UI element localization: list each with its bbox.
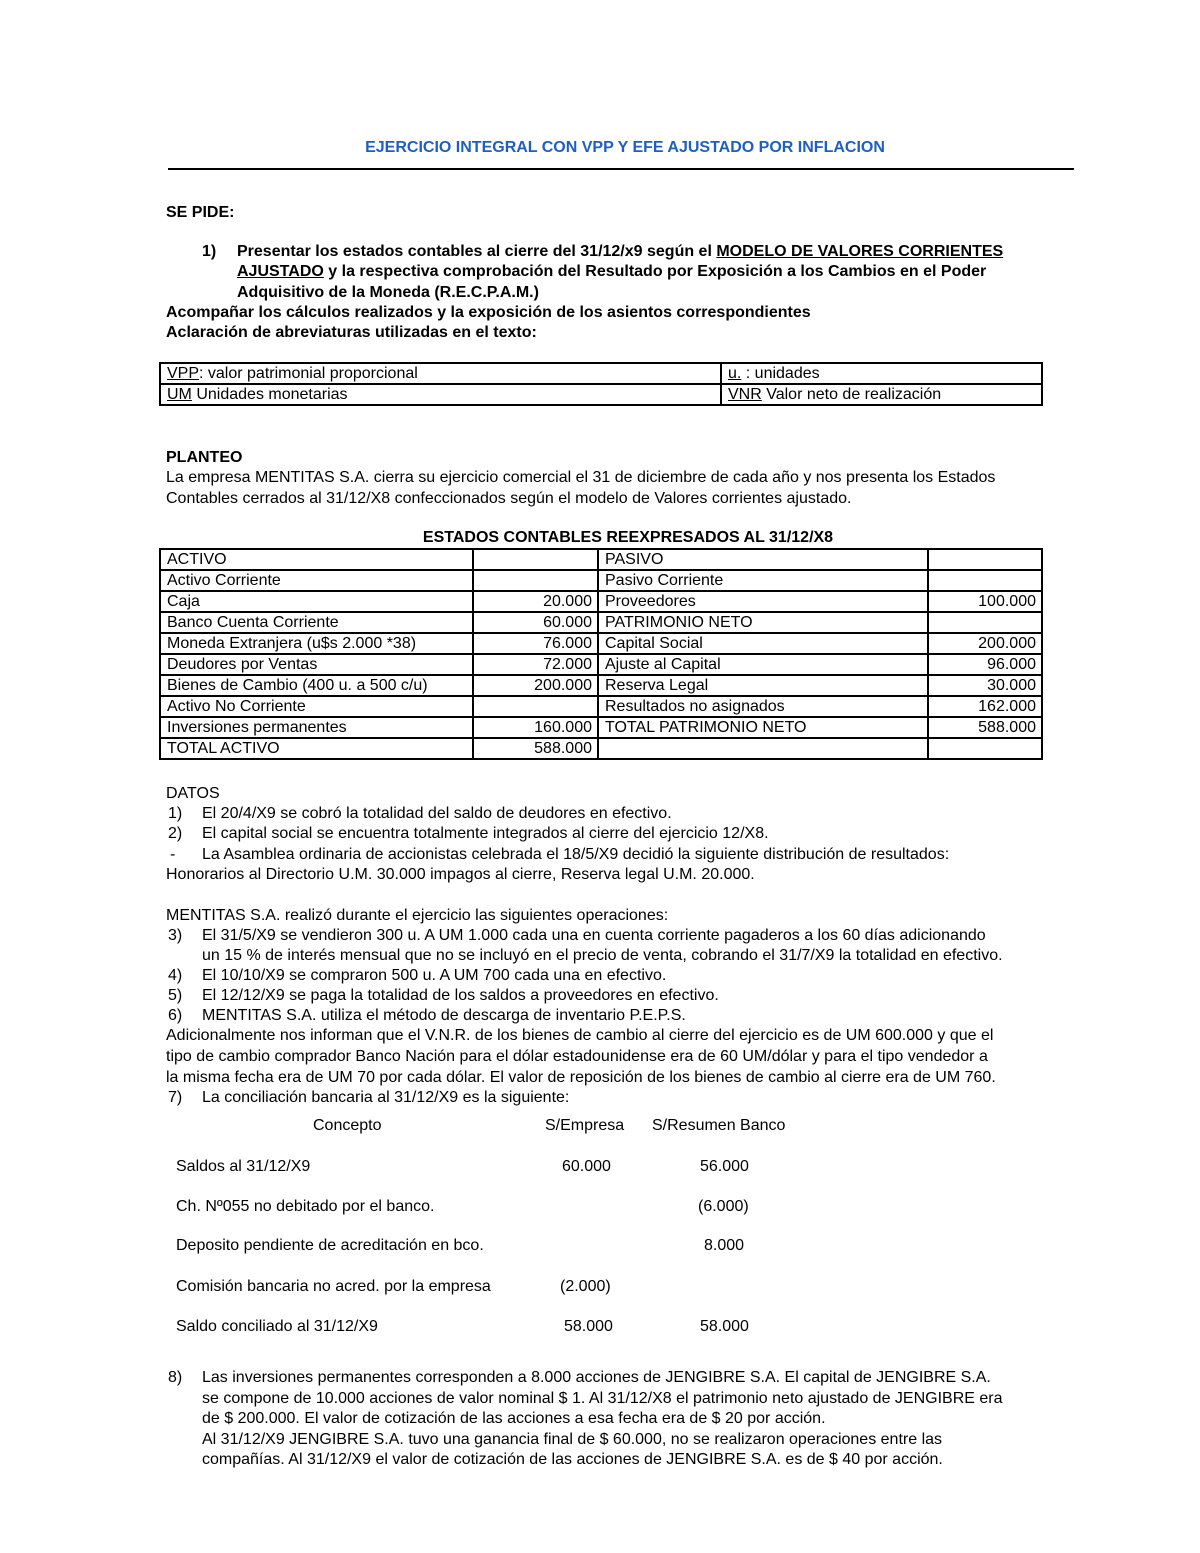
se-pide-item1-line1: Presentar los estados contables al cierre del 31/12/x9 según el MODELO DE VALORES CORRIENTES [237,243,1004,260]
account-name-cell: Resultados no asignados [598,696,928,717]
abbrev-cell: u. : unidades [721,363,1042,384]
table-row [160,717,1042,738]
item8-line3: de $ 200.000. El valor de cotización de las acciones a esa fecha era de $ 20 por acción. [202,1410,826,1427]
op3-line1: El 31/5/X9 se vendieron 300 u. A UM 1.000 cada una en cuenta corriente pagaderos a los 60 días adicionando [202,927,986,944]
item8-line4: Al 31/12/X9 JENGIBRE S.A. tuvo una ganancia final de $ 60.000, no se realizaron operaciones entre las [202,1431,943,1448]
balance-title: ESTADOS CONTABLES REEXPRESADOS AL 31/12/X8 [422,529,834,546]
amount-cell: 76.000 [473,633,598,654]
title-rule [168,168,1074,170]
recon-header-banco: S/Resumen Banco [652,1117,786,1134]
recon-header-empresa: S/Empresa [545,1117,625,1134]
op3-line2: un 15 % de interés mensual que no se incluyó en el precio de venta, cobrando el 31/7/X9 la totalidad en efectivo. [202,947,1003,964]
account-name-cell: PATRIMONIO NETO [598,612,928,633]
recon-concept: Ch. Nº055 no debitado por el banco. [176,1198,435,1215]
table-row [160,384,1042,405]
table-row [160,738,1042,759]
amount-cell [928,738,1042,759]
balance-sheet-table [159,548,1043,760]
datos-item-number: - [170,846,176,863]
se-pide-item1-number: 1) [202,243,217,260]
item8-line2: se compone de 10.000 acciones de valor nominal $ 1. Al 31/12/X8 el patrimonio neto ajustado de JENGIBRE era [202,1390,1003,1407]
adicional-line3: la misma fecha era de UM 70 por cada dólar. El valor de reposición de los bienes de cambio al cierre era de UM 760. [166,1069,996,1086]
table-row [160,696,1042,717]
datos-item-text: La Asamblea ordinaria de accionistas celebrada el 18/5/X9 decidió la siguiente distribución de resultados: [202,846,950,863]
abbrev-cell: UM Unidades monetarias [160,384,721,405]
item8-line1: Las inversiones permanentes corresponden a 8.000 acciones de JENGIBRE S.A. El capital de JENGIBRE S.A. [202,1369,991,1386]
amount-cell: 160.000 [473,717,598,738]
account-name-cell: Inversiones permanentes [160,717,473,738]
planteo-line2: Contables cerrados al 31/12/X8 confeccionados según el modelo de Valores corrientes ajustado. [166,490,852,507]
table-row [160,570,1042,591]
account-name-cell: Pasivo Corriente [598,570,928,591]
amount-cell: 162.000 [928,696,1042,717]
recon-empresa-value: (2.000) [560,1278,611,1295]
adicional-line1: Adicionalmente nos informan que el V.N.R. de los bienes de cambio al cierre del ejercicio es de UM 600.000 y que el [166,1027,994,1044]
amount-cell: 72.000 [473,654,598,675]
table-row [160,675,1042,696]
recon-banco-value: (6.000) [698,1198,749,1215]
amount-cell: 30.000 [928,675,1042,696]
op7-text: La conciliación bancaria al 31/12/X9 es la siguiente: [202,1089,570,1106]
abbrev-cell: VNR Valor neto de realización [721,384,1042,405]
amount-cell [473,549,598,570]
amount-cell: 588.000 [928,717,1042,738]
amount-cell: 20.000 [473,591,598,612]
table-row [160,363,1042,384]
amount-cell: 200.000 [928,633,1042,654]
op6-text: MENTITAS S.A. utiliza el método de descarga de inventario P.E.P.S. [202,1007,686,1024]
datos-heading: DATOS [166,785,220,802]
datos-item-text: El capital social se encuentra totalmente integrados al cierre del ejercicio 12/X8. [202,825,769,842]
recon-empresa-value: 60.000 [562,1158,611,1175]
op-number: 7) [168,1089,183,1106]
planteo-heading: PLANTEO [166,449,243,466]
account-name-cell: Caja [160,591,473,612]
ops-intro: MENTITAS S.A. realizó durante el ejercicio las siguientes operaciones: [166,907,669,924]
datos-item-number: 2) [168,825,183,842]
amount-cell [473,570,598,591]
datos-item-number: 1) [168,805,183,822]
account-name-cell: Proveedores [598,591,928,612]
table-row [160,612,1042,633]
account-name-cell: Ajuste al Capital [598,654,928,675]
recon-concept: Comisión bancaria no acred. por la empresa [176,1278,491,1295]
adicional-line2: tipo de cambio comprador Banco Nación para el dólar estadounidense era de 60 UM/dólar y para el tipo vendedor a [166,1048,988,1065]
account-name-cell: Activo Corriente [160,570,473,591]
amount-cell [928,570,1042,591]
se-pide-line2: Acompañar los cálculos realizados y la exposición de los asientos correspondientes [166,304,811,321]
item8-line5: compañías. Al 31/12/X9 el valor de cotización de las acciones de JENGIBRE S.A. es de $ 40 por acción. [202,1451,943,1468]
amount-cell: 96.000 [928,654,1042,675]
datos-honorarios: Honorarios al Directorio U.M. 30.000 impagos al cierre, Reserva legal U.M. 20.000. [166,866,755,883]
account-name-cell: Capital Social [598,633,928,654]
amount-cell: 588.000 [473,738,598,759]
amount-cell [473,696,598,717]
account-name-cell: Moneda Extranjera (u$s 2.000 *38) [160,633,473,654]
account-name-cell: Reserva Legal [598,675,928,696]
amount-cell [928,612,1042,633]
recon-concept: Saldo conciliado al 31/12/X9 [176,1318,378,1335]
recon-banco-value: 58.000 [700,1318,749,1335]
datos-item-text: El 20/4/X9 se cobró la totalidad del saldo de deudores en efectivo. [202,805,672,822]
amount-cell: 100.000 [928,591,1042,612]
item8-number: 8) [168,1369,183,1386]
amount-cell: 60.000 [473,612,598,633]
account-name-cell: Bienes de Cambio (400 u. a 500 c/u) [160,675,473,696]
se-pide-item1-line3: Adquisitivo de la Moneda (R.E.C.P.A.M.) [237,284,539,301]
account-name-cell: TOTAL ACTIVO [160,738,473,759]
recon-concept: Saldos al 31/12/X9 [176,1158,311,1175]
recon-empresa-value: 58.000 [564,1318,613,1335]
se-pide-heading: SE PIDE: [166,204,235,221]
table-row [160,549,1042,570]
op5-text: El 12/12/X9 se paga la totalidad de los saldos a proveedores en efectivo. [202,987,719,1004]
account-name-cell: Activo No Corriente [160,696,473,717]
op-number: 6) [168,1007,183,1024]
account-name-cell: ACTIVO [160,549,473,570]
document-title: EJERCICIO INTEGRAL CON VPP Y EFE AJUSTADO POR INFLACION [365,139,885,156]
table-row [160,591,1042,612]
se-pide-line3: Aclaración de abreviaturas utilizadas en el texto: [166,324,537,341]
account-name-cell: TOTAL PATRIMONIO NETO [598,717,928,738]
account-name-cell: PASIVO [598,549,928,570]
table-row [160,654,1042,675]
recon-banco-value: 8.000 [704,1237,745,1254]
op-number: 5) [168,987,183,1004]
op-number: 3) [168,927,183,944]
account-name-cell [598,738,928,759]
account-name-cell: Deudores por Ventas [160,654,473,675]
planteo-line1: La empresa MENTITAS S.A. cierra su ejercicio comercial el 31 de diciembre de cada año y nos presenta los Estados [166,469,996,486]
table-row [160,633,1042,654]
account-name-cell: Banco Cuenta Corriente [160,612,473,633]
recon-banco-value: 56.000 [700,1158,749,1175]
op-number: 4) [168,967,183,984]
recon-concept: Deposito pendiente de acreditación en bco. [176,1237,484,1254]
recon-header-concepto: Concepto [313,1117,382,1134]
amount-cell: 200.000 [473,675,598,696]
abbreviations-table [159,362,1043,406]
se-pide-item1-line2: AJUSTADO y la respectiva comprobación del Resultado por Exposición a los Cambios en el Poder [237,263,987,280]
amount-cell [928,549,1042,570]
abbrev-cell: VPP: valor patrimonial proporcional [160,363,721,384]
op4-text: El 10/10/X9 se compraron 500 u. A UM 700 cada una en efectivo. [202,967,667,984]
